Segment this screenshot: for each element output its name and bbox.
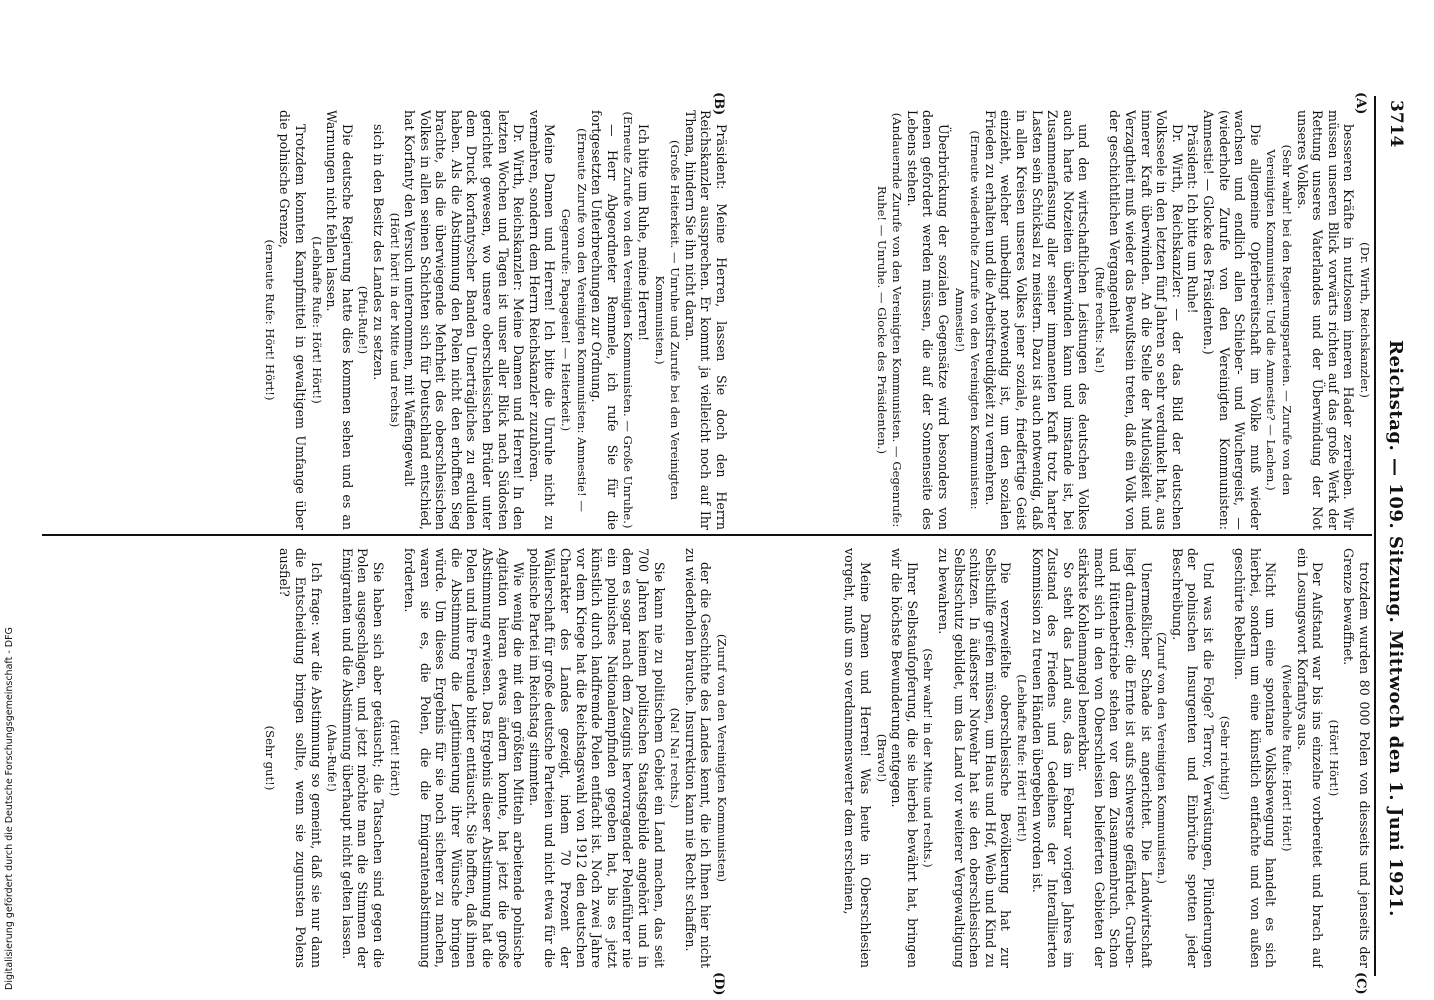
paragraph: Überbrückung der sozialen Gegensätze wird besonders von denen gefordert werden müssen, die auf der Sonnenseite des Lebens stehen.	[904, 110, 951, 530]
paragraph: sich in den Besitz des Landes zu setzen.	[370, 124, 386, 381]
paragraph: Unermeßlicher Schade ist angerichtet. Die Landwirtschaft liegt darnieder; die Ernte ist aufs schwerste gefährdet. Gruben- und Hüttenbetriebe stehen vor dem Zusammenbruch. Schon macht sich in den von Oberschlesien belieferten Gebieten der stärkste Kohlenmangel bemerkbar.	[1076, 548, 1154, 968]
paragraph: (Sehr wahr! in der Mitte und rechts.)	[921, 648, 936, 868]
paragraph: Meine Damen und Herren! Was heute in Oberschlesien vorgeht, muß um so verdammenswerter dem erscheinen,	[842, 548, 873, 968]
column-b	[39, 110, 729, 530]
paragraph: Die verzweifelte oberschlesische Bevölkerung hat zur Selbsthilfe greifen müssen, um Haus und Hof, Weib und Kind zu schützen. In äußerster Notwehr hat sie den oberschlesischen Selbstschutz gebildet, um das Land vor weiterer Vergewaltigung zu bewahren.	[935, 548, 1014, 968]
paragraph: (Erneute wiederholte Zurufe von den Vereinigten Kommunisten: Amnestie!)	[952, 130, 983, 510]
paragraph: Dr. Wirth, Reichskanzler: Meine Damen und Herren! In den letzten Wochen und Tagen ist unser aller Blick nach Südosten gerichtet gewesen, wo unsere oberschlesischen Brüder unter dem Druck korfantyscher Banden Unerträgliches zu erdulden haben. Als die Abstimmung den Polen nicht den erhofften Sieg brachte, als die überwiegende Mehrheit des oberschlesischen Volkes in allen seinen Schichten sich für Deutschland entschied, hat Korfanty den Versuch unternommen, mit Waffengewalt	[402, 110, 527, 530]
paragraph: Sie kann nie zu politischem Gebiet ein Land machen, das seit 700 Jahren keinem politischen Staatsgebilde angehört und in dem es sogar nach dem Zeugnis hervorragender Polenführer nie ein polnisches Nationalempfinden gegeben hat, bis es jetzt künstlich durch landfremde Polen entfacht ist. Noch zwei Jahre vor dem Kriege hat die Reichstagswahl von 1912 den deutschen Charakter des Landes gezeigt, indem 70 Prozent der Wählerschaft für große deutsche Parteien und nicht etwa für die polnische Partei im Reichstag stimmten.	[526, 548, 667, 968]
paragraph: (Dr. Wirth, Reichskanzler.)	[1358, 242, 1372, 398]
column-d	[39, 548, 729, 968]
paragraph: Sie haben sich aber getäuscht; die Tatsachen sind gegen die Polen ausgeschlagen, und jetzt möchte man die Stimmen der Emigranten und die Abstimmung überhaupt nicht gelten lassen.	[339, 548, 386, 968]
paragraph: und den wirtschaftlichen Leistungen des deutschen Volkes auch harte Notzeiten überwinden kann und imstande ist, bei Zusammenfassung aller seiner immanenten Kraft trotz harter Lasten sein Schicksal zu meistern. Dazu ist auch notwendig, daß in allen Kreisen unseres Volkes jener soziale, friedfertige Geist einzieht, welcher unbedingt notwendig ist, um den sozialen Frieden zu erhalten und die Arbeitsfreudigkeit zu vermehren.	[982, 110, 1092, 530]
paragraph: (Aha-Rufe!)	[325, 724, 340, 792]
paragraph: (erneute Rufe: Hört! Hört!)	[262, 239, 277, 401]
paragraph: Wie wenig die mit den größten Mitteln arbeitende polnische Agitation hieran etwas ändern konnte, hat jetzt die große Abstimmung erwiesen. Das Ergebnis dieser Abstimmung hat die Polen und ihre Freunde bitter enttäuscht. Sie hofften, daß ihnen die Abstimmung die Legitimierung ihrer Wünsche bringen würde. Um dieses Ergebnis für sie noch sicherer zu machen, waren sie es, die Polen, die die Emigrantenabstimmung forderten.	[402, 548, 527, 968]
paragraph: (Sehr richtig!)	[1217, 715, 1232, 801]
column-c	[742, 548, 1372, 968]
paragraph: Der Aufstand war bis ins einzelne vorbereitet und brach auf ein Losungswort Korfantys aus.	[1294, 548, 1326, 968]
paragraph: — Herr Abgeordneter Remmele, ich rufe Sie für die fortgesetzten Unterbrechungen zur Ordnung.	[589, 110, 620, 530]
paragraph: (Sehr gut!)	[262, 725, 277, 791]
paragraph: (Lebhafte Rufe: Hört! Hört!)	[309, 236, 324, 404]
paragraph: Nicht um eine spontane Volksbewegung handelt es sich hierbei, sondern um eine künstlich entfachte und von außen geschürte Rebellion.	[1232, 548, 1279, 968]
marker-d: (D)	[711, 972, 726, 996]
paragraph: Ich bitte um Ruhe, meine Herren!	[636, 124, 652, 342]
page-title: Reichstag. — 109. Sitzung. Mittwoch den 1. Juni 1921.	[1385, 340, 1406, 917]
paragraph: Präsident: Meine Herren, lassen Sie doch den Herrn Reichskanzler aussprechen. Er kommt ja vielleicht noch auf Ihr Thema, hindern Sie ihn nicht daran.	[682, 110, 729, 530]
page-number: 3714	[1386, 100, 1406, 148]
paragraph: (Pfui-Rufe!)	[356, 285, 371, 355]
paragraph: (Hört! Hört!)	[387, 719, 402, 797]
paragraph: (Hört! Hört!)	[1326, 719, 1341, 797]
paragraph: Präsident: Ich bitte um Ruhe!	[1185, 124, 1201, 314]
digitization-credit	[4, 600, 18, 990]
paragraph: Ich frage: war die Abstimmung so gemeint, daß sie nur dann die Entscheidung bringen sollte, wenn sie zugunsten Polens ausfiel?	[277, 548, 324, 968]
paragraph: (Hört! hört! in der Mitte und rechts)	[387, 212, 402, 428]
marker-b: (B)	[711, 92, 726, 116]
column-divider	[42, 534, 1372, 536]
paragraph: Die deutsche Regierung hatte dies kommen sehen und es an Warnungen nicht fehlen lassen.	[324, 110, 355, 530]
paragraph: Trotzdem konnten Kampfmittel in gewaltigem Umfange über die polnische Grenze,	[277, 110, 308, 530]
marker-c: (C)	[1353, 972, 1368, 995]
paragraph: Und was ist die Folge? Terror, Verwüstungen, Plünderungen der polnischen Insurgenten und Einbrüche spotten jeder Beschreibung.	[1169, 548, 1217, 968]
paragraph: Dr. Wirth, Reichskanzler: — der das Bild der deutschen Volksseele in den letzten fünf Jahren so sehr verdunkelt hat, aus innerer Kraft überwinden. An die Stelle der Mutlosigkeit und Verzagtheit muß wieder das Bewußtsein treten, daß ein Volk von der geschichtlichen Vergangenheit	[1107, 110, 1185, 530]
paragraph: (Große Heiterkeit. — Unruhe und Zurufe bei den Vereinigten Kommunisten.)	[652, 140, 683, 500]
paragraph: besseren Kräfte in nutzlosem inneren Hader zerreiben. Wir müssen unseren Blick vorwärts richten auf das große Werk der Rettung unseres Vaterlandes und der Überwindung der Not unseres Volkes.	[1294, 110, 1357, 530]
paragraph: So steht das Land aus, das im Februar vorigen Jahres im Zustand des Friedens und Gedeihens der Interalliierten Kommission zu treuen Händen übergeben worden ist.	[1029, 548, 1076, 968]
paragraph: Ihrer Selbstaufopferung, die sie hierbei bewährt hat, bringen wir die höchste Bewunderung entgegen.	[889, 548, 920, 968]
paragraph: der die Geschichte des Landes kennt, die ich Ihnen hier nicht zu wiederholen brauche. Insurrektion kann nie Recht schaffen.	[682, 548, 714, 968]
paragraph: Die allgemeine Opferbereitschaft im Volke muß wieder wachsen und endlich allen Schieber- und Wuchergeist, — (wiederholte Zurufe von den Vereinigten Kommunisten: Amnestie! — Glocke des Präsidenten.)	[1201, 110, 1263, 530]
paragraph: (Andauernde Zurufe von den Vereinigten Kommunisten. — Gegenrufe: Ruhe! — Unruhe. — Glocke des Präsidenten.)	[874, 112, 905, 528]
header-rule	[1374, 96, 1376, 976]
paragraph: (Rufe rechts: Na!)	[1092, 266, 1107, 374]
page-header	[1378, 40, 1412, 980]
column-a	[742, 110, 1372, 530]
paragraph: (Erneute Zurufe von den Vereinigten Kommunisten: Amnestie! — Gegenrufe: Papageien! — Heiterkeit.)	[559, 128, 589, 512]
paragraph: (Wiederholte Rufe: Hört! Hört!)	[1280, 664, 1295, 852]
paragraph: (Zuruf von den Vereinigten Kommunisten)	[715, 633, 729, 883]
paragraph: (Zuruf von den Vereinigten Kommunisten.)	[1155, 632, 1170, 884]
paragraph: (Bravo!)	[874, 733, 889, 783]
paragraph: (Na! Na! rechts.)	[668, 707, 683, 809]
credit-text: Digitalisierung gefördert durch die Deutsche Forschungsgemeinschaft - DFG	[4, 627, 15, 990]
paragraph: trotzdem wurden 80 000 Polen von diesseits und jenseits der Grenze bewaffnet.	[1341, 548, 1372, 968]
paragraph: (Sehr wahr! bei den Regierungsparteien. — Zurufe von den Vereinigten Kommunisten: Und die Amnestie? — Lachen.)	[1264, 144, 1295, 496]
paragraph: (Erneute Zurufe von den Vereinigten Kommunisten. — Große Unruhe.)	[621, 111, 636, 529]
paragraph: Meine Damen und Herren! Ich bitte die Unruhe nicht zu vermehren, sondern dem Herrn Reichskanzler zuzuhören.	[526, 110, 558, 530]
marker-a: (A)	[1353, 92, 1368, 115]
paragraph: (Lebhafte Rufe: Hört! Hört!)	[1014, 674, 1029, 842]
